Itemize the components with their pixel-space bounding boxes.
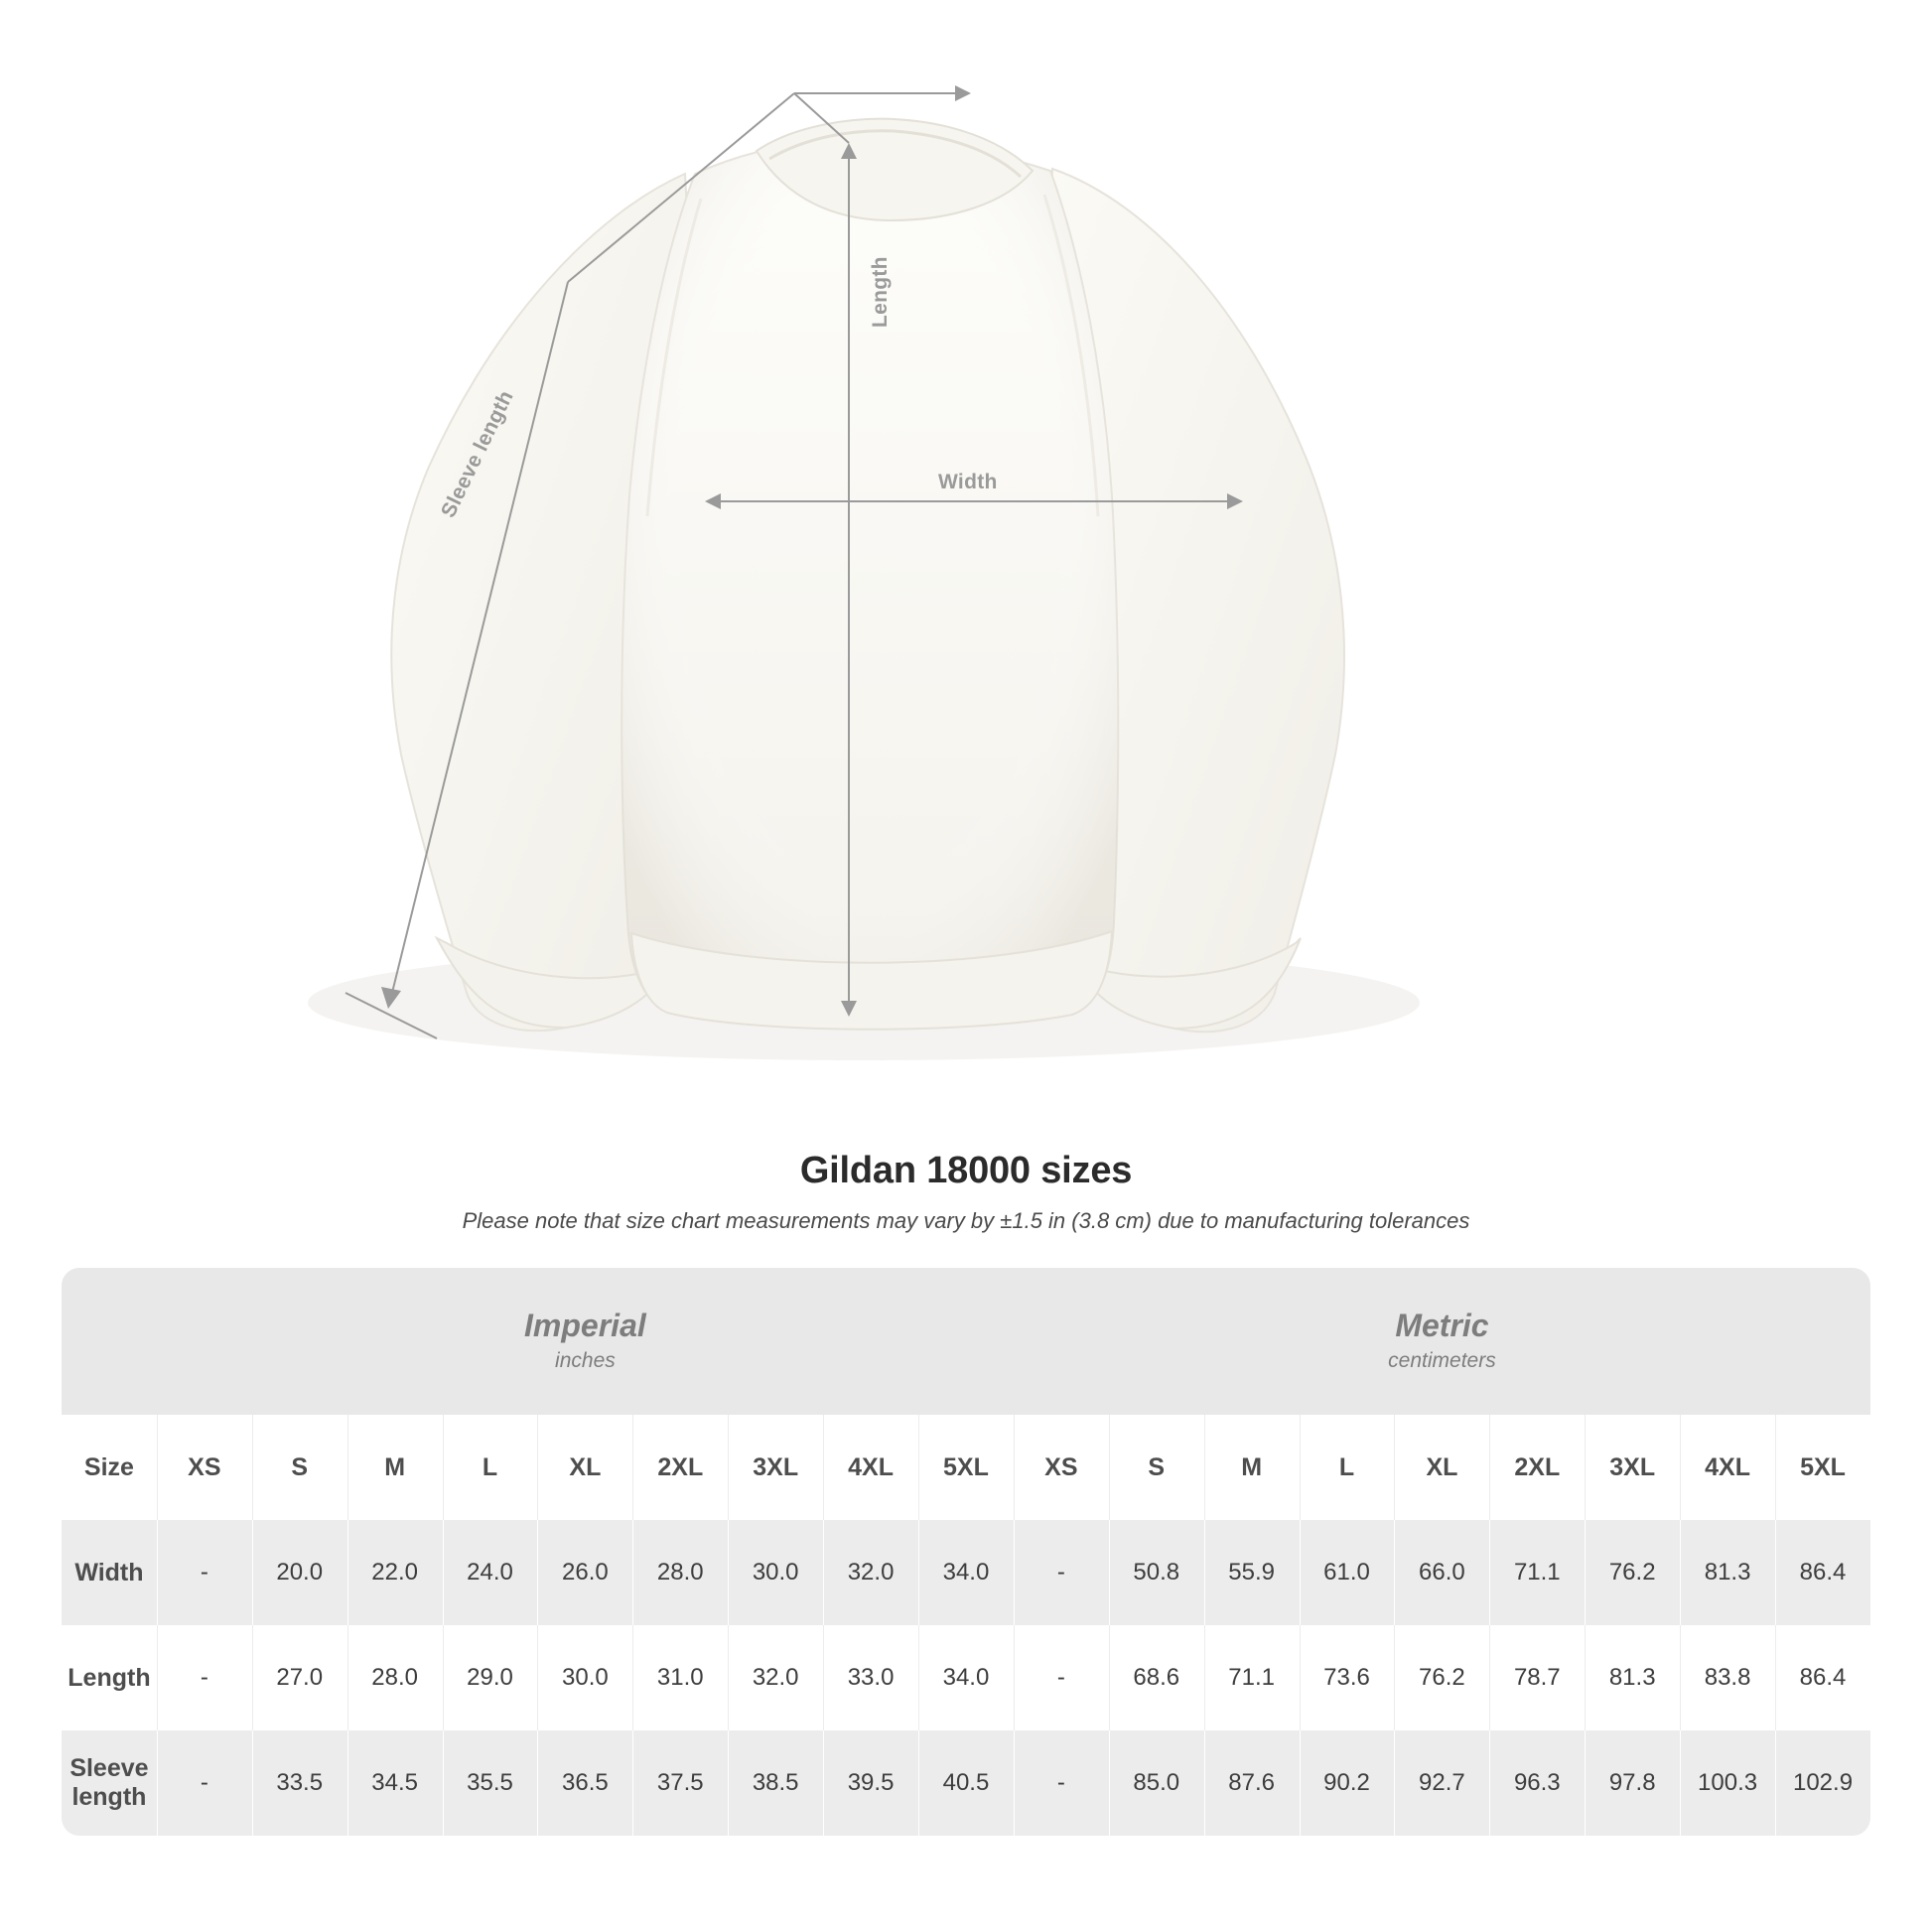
size-header-l-metric: L [1300, 1415, 1395, 1520]
sleeve-xl-cm: 92.7 [1394, 1730, 1489, 1836]
unit-header-imperial [157, 1268, 1014, 1415]
table-row-width [62, 1520, 1870, 1625]
length-4xl-cm: 83.8 [1680, 1625, 1775, 1730]
size-header-l-imperial: L [443, 1415, 538, 1520]
length-l-cm: 73.6 [1300, 1625, 1395, 1730]
width-s-cm: 50.8 [1109, 1520, 1204, 1625]
unit-sub-metric: centimeters [1388, 1349, 1496, 1373]
size-header-4xl-metric: 4XL [1680, 1415, 1775, 1520]
width-4xl-cm: 81.3 [1680, 1520, 1775, 1625]
unit-name-imperial: Imperial [524, 1308, 646, 1344]
width-5xl-cm: 86.4 [1775, 1520, 1870, 1625]
width-3xl-cm: 76.2 [1585, 1520, 1680, 1625]
page-subtitle: Please note that size chart measurements may vary by ±1.5 in (3.8 cm) due to manufacturing tolerances [462, 1208, 1470, 1233]
width-2xl-in: 28.0 [632, 1520, 728, 1625]
size-header-s-imperial: S [252, 1415, 347, 1520]
length-m-in: 28.0 [347, 1625, 443, 1730]
size-header-xl-metric: XL [1394, 1415, 1489, 1520]
sleeve-s-in: 33.5 [252, 1730, 347, 1836]
sleeve-5xl-cm: 102.9 [1775, 1730, 1870, 1836]
row-label-length: Length [62, 1625, 157, 1730]
size-table [62, 1268, 1870, 1836]
width-4xl-in: 32.0 [823, 1520, 918, 1625]
width-l-in: 24.0 [443, 1520, 538, 1625]
table-row-sleeve-length [62, 1730, 1870, 1836]
width-xl-in: 26.0 [537, 1520, 632, 1625]
size-header-2xl-metric: 2XL [1489, 1415, 1585, 1520]
sleeve-5xl-in: 40.5 [918, 1730, 1014, 1836]
table-row-length [62, 1625, 1870, 1730]
sleeve-3xl-cm: 97.8 [1585, 1730, 1680, 1836]
size-header-m-imperial: M [347, 1415, 443, 1520]
size-header-s-metric: S [1109, 1415, 1204, 1520]
width-s-in: 20.0 [252, 1520, 347, 1625]
size-header-xl-imperial: XL [537, 1415, 632, 1520]
sleeve-xl-in: 36.5 [537, 1730, 632, 1836]
sleeve-dimension-label: Sleeve length [437, 386, 518, 522]
row-label-sleeve-length: Sleeve length [62, 1730, 157, 1836]
size-header-5xl-metric: 5XL [1775, 1415, 1870, 1520]
length-s-cm: 68.6 [1109, 1625, 1204, 1730]
size-header-3xl-metric: 3XL [1585, 1415, 1680, 1520]
width-m-in: 22.0 [347, 1520, 443, 1625]
sleeve-l-cm: 90.2 [1300, 1730, 1395, 1836]
sleeve-4xl-in: 39.5 [823, 1730, 918, 1836]
size-header-label: Size [62, 1415, 157, 1520]
length-l-in: 29.0 [443, 1625, 538, 1730]
size-header-xs-imperial: XS [157, 1415, 252, 1520]
length-xs-cm: - [1014, 1625, 1109, 1730]
sleeve-l-in: 35.5 [443, 1730, 538, 1836]
width-5xl-in: 34.0 [918, 1520, 1014, 1625]
length-xs-in: - [157, 1625, 252, 1730]
size-header-3xl-imperial: 3XL [728, 1415, 823, 1520]
length-5xl-in: 34.0 [918, 1625, 1014, 1730]
length-s-in: 27.0 [252, 1625, 347, 1730]
size-header-4xl-imperial: 4XL [823, 1415, 918, 1520]
length-5xl-cm: 86.4 [1775, 1625, 1870, 1730]
length-3xl-in: 32.0 [728, 1625, 823, 1730]
row-label-width: Width [62, 1520, 157, 1625]
unit-header-spacer [62, 1268, 157, 1415]
width-xs-in: - [157, 1520, 252, 1625]
length-2xl-in: 31.0 [632, 1625, 728, 1730]
size-header-2xl-imperial: 2XL [632, 1415, 728, 1520]
page-title: Gildan 18000 sizes [799, 1150, 1133, 1191]
width-2xl-cm: 71.1 [1489, 1520, 1585, 1625]
unit-sub-imperial: inches [555, 1349, 616, 1373]
unit-name-metric: Metric [1395, 1308, 1489, 1344]
length-dimension-label: Length [869, 256, 892, 328]
length-4xl-in: 33.0 [823, 1625, 918, 1730]
size-header-m-metric: M [1204, 1415, 1300, 1520]
size-header-5xl-imperial: 5XL [918, 1415, 1014, 1520]
width-m-cm: 55.9 [1204, 1520, 1300, 1625]
length-m-cm: 71.1 [1204, 1625, 1300, 1730]
sleeve-3xl-in: 38.5 [728, 1730, 823, 1836]
size-table-wrapper [62, 1268, 1870, 1836]
width-3xl-in: 30.0 [728, 1520, 823, 1625]
size-header-row [62, 1415, 1870, 1520]
sleeve-m-cm: 87.6 [1204, 1730, 1300, 1836]
sleeve-2xl-cm: 96.3 [1489, 1730, 1585, 1836]
sleeve-4xl-cm: 100.3 [1680, 1730, 1775, 1836]
width-xl-cm: 66.0 [1394, 1520, 1489, 1625]
sleeve-2xl-in: 37.5 [632, 1730, 728, 1836]
unit-header-row [62, 1268, 1870, 1415]
unit-header-metric [1014, 1268, 1870, 1415]
width-xs-cm: - [1014, 1520, 1109, 1625]
length-2xl-cm: 78.7 [1489, 1625, 1585, 1730]
width-l-cm: 61.0 [1300, 1520, 1395, 1625]
length-xl-in: 30.0 [537, 1625, 632, 1730]
length-xl-cm: 76.2 [1394, 1625, 1489, 1730]
sleeve-s-cm: 85.0 [1109, 1730, 1204, 1836]
title-block [0, 1150, 1932, 1234]
length-3xl-cm: 81.3 [1585, 1625, 1680, 1730]
size-header-xs-metric: XS [1014, 1415, 1109, 1520]
sleeve-m-in: 34.5 [347, 1730, 443, 1836]
sleeve-xs-in: - [157, 1730, 252, 1836]
width-dimension-label: Width [938, 471, 998, 493]
sleeve-xs-cm: - [1014, 1730, 1109, 1836]
